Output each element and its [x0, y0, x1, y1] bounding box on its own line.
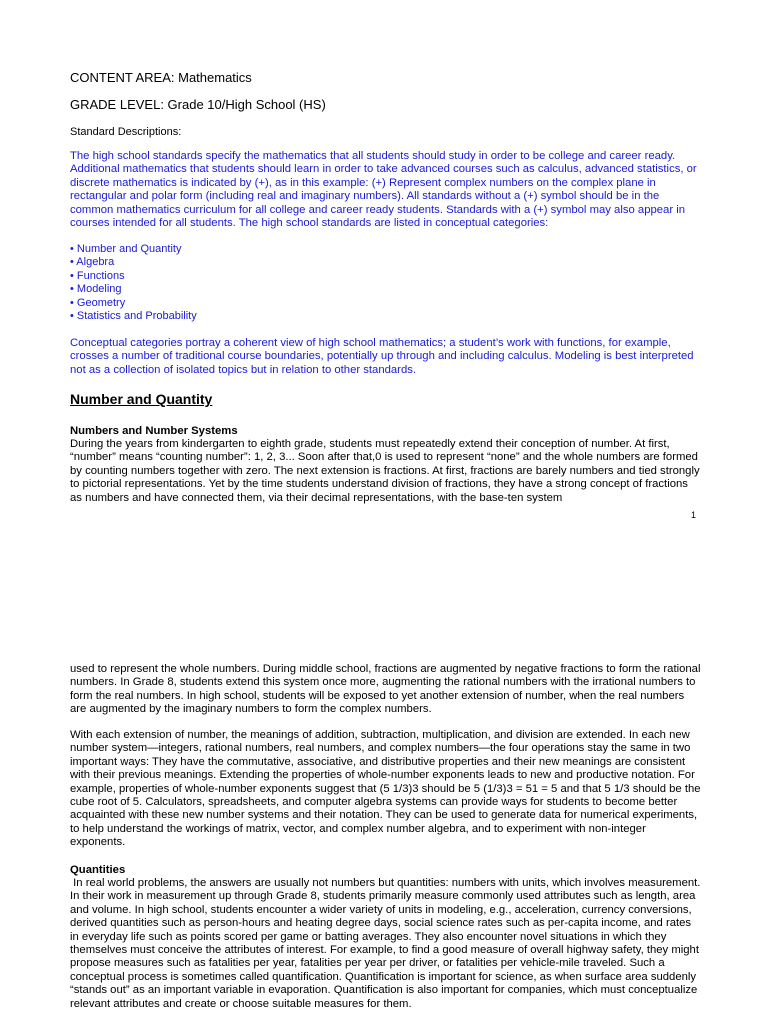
conceptual-categories-paragraph: Conceptual categories portray a coherent view of high school mathematics; a student’s work with functions, for example, crosses a number of traditional course boundaries, potentially up through and including calculus. Modeling is best interpreted not as a collection of isolated topics but in relation to other standards.	[70, 337, 694, 376]
category-item-modeling: • Modeling	[70, 283, 122, 296]
category-item-statistics-probability: • Statistics and Probability	[70, 310, 197, 323]
category-list	[70, 243, 702, 323]
grade-level-line: GRADE LEVEL: Grade 10/High School (HS)	[70, 97, 326, 112]
standard-descriptions-label: Standard Descriptions:	[70, 126, 182, 138]
numbers-paragraph-page1: During the years from kindergarten to eighth grade, students must repeatedly extend their conception of number. At first, “number” means “counting number”: 1, 2, 3... Soon after that,0 is used to represent “none” and the whole numbers are formed by counting numbers together with zero. The next extension is fractions. At first, fractions are barely numbers and tied strongly to pictorial representations. Yet by the time students understand division of fractions, they have a strong concept of fractions as numbers and have connected them, via their decimal representations, with the base-ten system	[70, 438, 700, 504]
category-item-algebra: • Algebra	[70, 256, 115, 269]
numbers-paragraph-page2: used to represent the whole numbers. During middle school, fractions are augmented by negative fractions to form the rational numbers. In Grade 8, students extend this system once more, augmenting the rational numbers with the irrational numbers to form the real numbers. In high school, students will be exposed to yet another extension of number, when the real numbers are augmented by the imaginary numbers to form the complex numbers.	[70, 663, 701, 716]
quantities-heading: Quantities	[70, 864, 126, 876]
page-number: 1	[691, 510, 697, 520]
category-item-functions: • Functions	[70, 269, 125, 282]
numbers-heading: Numbers and Number Systems	[70, 425, 238, 437]
category-item-number-quantity: • Number and Quantity	[70, 243, 182, 255]
intro-paragraph: The high school standards specify the mathematics that all students should study in order to be college and career ready. Additional mathematics that students should learn in order to take advanced courses such as calculus, advanced statistics, or discrete mathematics is indicated by (+), as in this example: (+) Represent complex numbers on the complex plane in rectangular and polar form (including real and imaginary numbers). All standards without a (+) symbol should be in the common mathematics curriculum for all college and career ready students. Standards with a (+) symbol may also appear in courses intended for all students. The high school standards are listed in conceptual categories:	[70, 150, 697, 230]
section-title: Number and Quantity	[70, 391, 213, 407]
quantities-paragraph: In real world problems, the answers are usually not numbers but quantities: numbers with units, which involves measurement. In their work in measurement up through Grade 8, students primarily measure commonly used attributes such as length, area and volume. In high school, students encounter a wider variety of units in modeling, e.g., acceleration, currency conversions, derived quantities such as person-hours and heating degree days, social science rates such as per-capita income, and rates in everyday life such as points scored per game or batting averages. They also encounter novel situations in which they themselves must conceive the attributes of interest. For example, to find a good measure of overall highway safety, they might propose measures such as fatalities per year, fatalities per year per driver, or fatalities per vehicle-mile traveled. Such a conceptual process is sometimes called quantification. Quantification is important for science, as when surface area suddenly “stands out” as an important variable in evaporation. Quantification is also important for companies, which must conceptualize relevant attributes and create or choose suitable measures for them.	[70, 877, 704, 1010]
operations-paragraph: With each extension of number, the meanings of addition, subtraction, multiplication, and division are extended. In each new number system—integers, rational numbers, real numbers, and complex numbers—the four operations stay the same in two important ways: They have the commutative, associative, and distributive properties and their new meanings are consistent with their previous meanings. Extending the properties of whole-number exponents leads to new and productive notation. For example, properties of whole-number exponents suggest that (5 1/3)3 should be 5 (1/3)3 = 51 = 5 and that 5 1/3 should be the cube root of 5. Calculators, spreadsheets, and computer algebra systems can provide ways for students to become better acquainted with these new number systems and their notation. They can be used to generate data for numerical experiments, to help understand the workings of matrix, vector, and complex number algebra, and to experiment with non-integer exponents.	[70, 729, 701, 849]
category-item-geometry: • Geometry	[70, 296, 126, 309]
content-area-line: CONTENT AREA: Mathematics	[70, 70, 252, 85]
